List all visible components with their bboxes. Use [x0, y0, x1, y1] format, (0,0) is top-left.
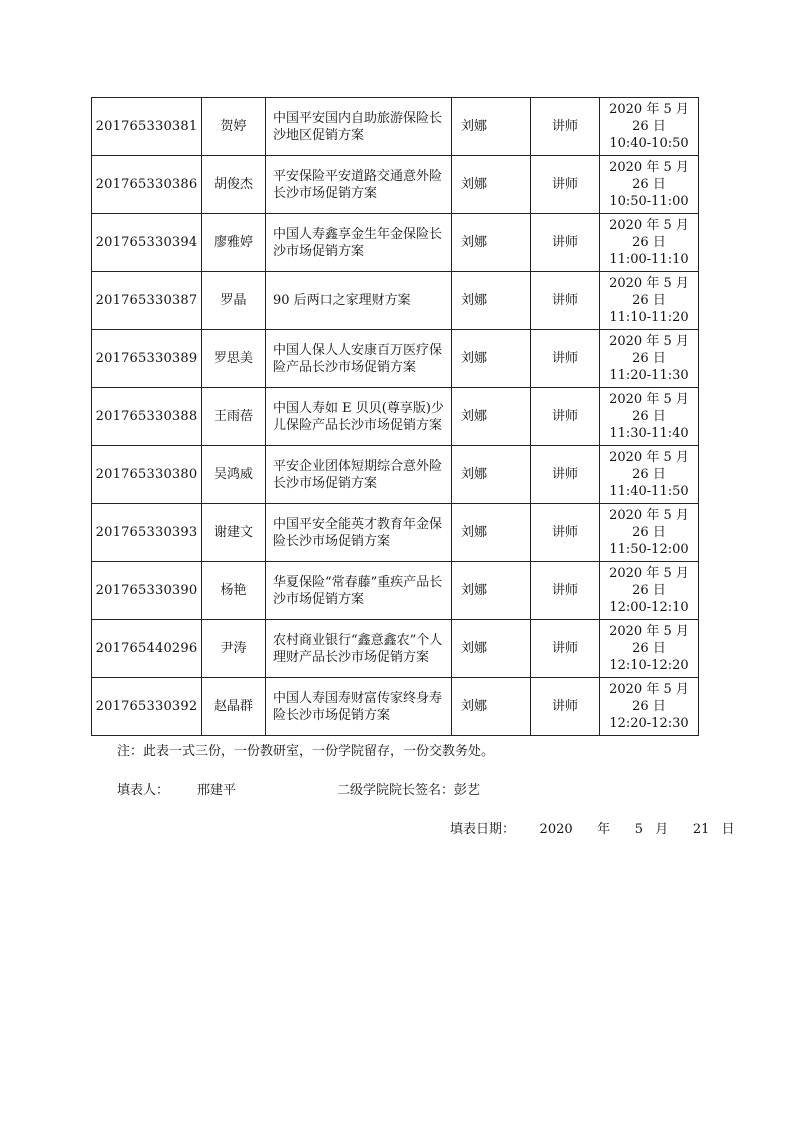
defense-date: 2020 年 5 月 26 日 — [609, 102, 689, 134]
fill-date-year: 2020 — [539, 822, 573, 837]
thesis-title-cell: 中国人寿如 E 贝贝(尊享版)少儿保险产品长沙市场促销方案 — [266, 388, 452, 446]
advisor-name-cell: 刘娜 — [452, 272, 531, 330]
student-name-cell: 吴鸿威 — [202, 446, 266, 504]
defense-time-cell — [600, 620, 699, 678]
defense-date: 2020 年 5 月 26 日 — [609, 566, 689, 598]
defense-time-cell — [600, 156, 699, 214]
defense-date: 2020 年 5 月 26 日 — [609, 392, 689, 424]
defense-date: 2020 年 5 月 26 日 — [609, 334, 689, 366]
table-row — [92, 330, 699, 388]
table-row — [92, 388, 699, 446]
defense-time-slot: 11:20-11:30 — [609, 368, 689, 383]
advisor-name-cell: 刘娜 — [452, 678, 531, 736]
defense-date: 2020 年 5 月 26 日 — [609, 624, 689, 656]
advisor-title-cell: 讲师 — [531, 272, 600, 330]
student-id-cell: 201765330393 — [92, 504, 202, 562]
student-id-cell: 201765330392 — [92, 678, 202, 736]
thesis-title-cell: 中国平安国内自助旅游保险长沙地区促销方案 — [266, 98, 452, 156]
fill-date-year-unit: 年 — [597, 822, 611, 837]
defense-time-slot: 12:00-12:10 — [609, 600, 689, 615]
table-row — [92, 214, 699, 272]
defense-date: 2020 年 5 月 26 日 — [609, 276, 689, 308]
student-name-cell: 谢建文 — [202, 504, 266, 562]
student-name-cell: 赵晶群 — [202, 678, 266, 736]
defense-time-cell — [600, 98, 699, 156]
student-name-cell: 王雨蓓 — [202, 388, 266, 446]
student-name-cell: 杨艳 — [202, 562, 266, 620]
schedule-table-body — [92, 98, 699, 736]
defense-time-slot: 12:20-12:30 — [609, 716, 689, 731]
student-name-cell: 罗思美 — [202, 330, 266, 388]
defense-date: 2020 年 5 月 26 日 — [609, 450, 689, 482]
table-row — [92, 562, 699, 620]
dean-label: 二级学院院长签名： — [337, 783, 455, 798]
student-id-cell: 201765440296 — [92, 620, 202, 678]
advisor-title-cell: 讲师 — [531, 214, 600, 272]
advisor-name-cell: 刘娜 — [452, 388, 531, 446]
defense-time-slot: 11:40-11:50 — [609, 484, 689, 499]
advisor-name-cell: 刘娜 — [452, 214, 531, 272]
defense-time-slot: 11:50-12:00 — [609, 542, 689, 557]
advisor-title-cell: 讲师 — [531, 562, 600, 620]
defense-time-cell — [600, 562, 699, 620]
thesis-title-cell: 平安企业团体短期综合意外险长沙市场促销方案 — [266, 446, 452, 504]
fill-date — [450, 818, 735, 837]
student-id-cell: 201765330386 — [92, 156, 202, 214]
thesis-title-cell: 中国人寿国寿财富传家终身寿险长沙市场促销方案 — [266, 678, 452, 736]
advisor-name-cell: 刘娜 — [452, 446, 531, 504]
student-name-cell: 胡俊杰 — [202, 156, 266, 214]
table-row — [92, 620, 699, 678]
defense-time-slot: 11:30-11:40 — [609, 426, 689, 441]
advisor-title-cell: 讲师 — [531, 388, 600, 446]
advisor-title-cell: 讲师 — [531, 678, 600, 736]
student-id-cell: 201765330390 — [92, 562, 202, 620]
student-id-cell: 201765330394 — [92, 214, 202, 272]
thesis-title-cell: 90 后两口之家理财方案 — [266, 272, 452, 330]
thesis-title-cell: 中国人寿鑫享金生年金保险长沙市场促销方案 — [266, 214, 452, 272]
fill-date-month-unit: 月 — [655, 822, 669, 837]
defense-date: 2020 年 5 月 26 日 — [609, 508, 689, 540]
student-id-cell: 201765330380 — [92, 446, 202, 504]
defense-time-cell — [600, 446, 699, 504]
fill-date-label: 填表日期： — [450, 822, 516, 837]
dean-signature — [337, 779, 480, 798]
defense-schedule-table — [91, 97, 699, 736]
advisor-title-cell: 讲师 — [531, 330, 600, 388]
advisor-title-cell: 讲师 — [531, 98, 600, 156]
table-note: 注：此表一式三份，一份教研室，一份学院留存，一份交教务处。 — [117, 744, 495, 759]
thesis-title-cell: 中国平安全能英才教育年金保险长沙市场促销方案 — [266, 504, 452, 562]
filler-label: 填表人： — [117, 783, 170, 798]
defense-time-cell — [600, 504, 699, 562]
student-name-cell: 罗晶 — [202, 272, 266, 330]
advisor-name-cell: 刘娜 — [452, 620, 531, 678]
advisor-name-cell: 刘娜 — [452, 330, 531, 388]
fill-date-day: 21 — [692, 822, 710, 837]
thesis-title-cell: 平安保险平安道路交通意外险长沙市场促销方案 — [266, 156, 452, 214]
defense-time-cell — [600, 272, 699, 330]
defense-time-slot: 12:10-12:20 — [609, 658, 689, 673]
advisor-title-cell: 讲师 — [531, 620, 600, 678]
student-id-cell: 201765330387 — [92, 272, 202, 330]
table-row — [92, 504, 699, 562]
defense-date: 2020 年 5 月 26 日 — [609, 160, 689, 192]
student-name-cell: 廖雅婷 — [202, 214, 266, 272]
table-row — [92, 156, 699, 214]
student-name-cell: 尹涛 — [202, 620, 266, 678]
defense-time-slot: 11:00-11:10 — [609, 252, 689, 267]
defense-time-slot: 10:40-10:50 — [609, 136, 689, 151]
table-row — [92, 678, 699, 736]
student-name-cell: 贺婷 — [202, 98, 266, 156]
advisor-title-cell: 讲师 — [531, 156, 600, 214]
student-id-cell: 201765330389 — [92, 330, 202, 388]
form-filler — [117, 779, 236, 798]
advisor-title-cell: 讲师 — [531, 504, 600, 562]
student-id-cell: 201765330381 — [92, 98, 202, 156]
defense-date: 2020 年 5 月 26 日 — [609, 218, 689, 250]
thesis-title-cell: 华夏保险“常春藤”重疾产品长沙市场促销方案 — [266, 562, 452, 620]
thesis-title-cell: 农村商业银行“鑫意鑫农”个人理财产品长沙市场促销方案 — [266, 620, 452, 678]
thesis-title-cell: 中国人保人人安康百万医疗保险产品长沙市场促销方案 — [266, 330, 452, 388]
student-id-cell: 201765330388 — [92, 388, 202, 446]
defense-time-cell — [600, 678, 699, 736]
defense-date: 2020 年 5 月 26 日 — [609, 682, 689, 714]
defense-time-cell — [600, 388, 699, 446]
defense-time-slot: 10:50-11:00 — [609, 194, 689, 209]
advisor-name-cell: 刘娜 — [452, 562, 531, 620]
fill-date-month: 5 — [634, 822, 643, 837]
advisor-name-cell: 刘娜 — [452, 504, 531, 562]
table-row — [92, 446, 699, 504]
advisor-title-cell: 讲师 — [531, 446, 600, 504]
filler-name: 邢建平 — [197, 783, 237, 798]
dean-name: 彭艺 — [454, 783, 481, 798]
advisor-name-cell: 刘娜 — [452, 98, 531, 156]
fill-date-day-unit: 日 — [721, 822, 735, 837]
defense-time-slot: 11:10-11:20 — [609, 310, 689, 325]
advisor-name-cell: 刘娜 — [452, 156, 531, 214]
defense-time-cell — [600, 330, 699, 388]
table-row — [92, 272, 699, 330]
defense-time-cell — [600, 214, 699, 272]
table-row — [92, 98, 699, 156]
